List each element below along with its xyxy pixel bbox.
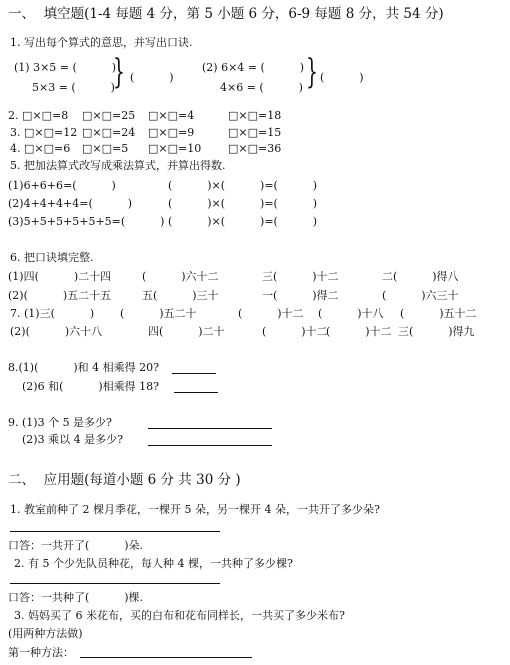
q5-heading: 5. 把加法算式改写成乘法算式，并算出得数. [10,159,226,172]
q6-r2-c3: 一( )得二 [262,289,339,302]
q1-expr-3: (2) 6×4 = ( ) [202,61,305,74]
q1-rhyme-2: ( ) [320,71,364,84]
q5-row-3-product: ( )×( )=( ) [168,215,318,228]
q7-r2-c1: (2)( )六十八 [10,325,103,338]
q1-heading: 1. 写出每个算式的意思，并写出口诀. [10,36,193,49]
q1-brace-2: } [306,52,318,92]
section-2-title: 二、 应用题(每道小题 6 分 共 30 分 ) [8,472,241,488]
q5-row-1-sum: (1)6+6+6=( ) [8,179,116,192]
q5-row-3-sum: (3)5+5+5+5+5+5=( ) [8,215,165,228]
q8-answer-line-1[interactable] [172,373,216,374]
q4-item-2: □×□=5 [82,142,129,155]
q6-r1-c2: ( )六十二 [142,270,219,283]
q7-r1-c3: ( )十二 [238,307,304,320]
q6-r1-c3: 三( )十二 [262,270,339,283]
section-1-title: 一、 填空题(1-4 每题 4 分，第 5 小题 6 分，6-9 每题 8 分，共 54 分) [8,6,444,22]
q6-r2-c1: (2)( )五二十五 [8,289,112,302]
q6-r1-c1: (1)四( )二十四 [8,270,112,283]
p3-question: 3. 妈妈买了 6 米花布，买的白布和花布同样长，一共买了多少米布? [14,609,345,622]
q9-answer-line-2[interactable] [148,445,272,446]
q7-r2-c5: 三( )得九 [398,325,475,338]
p1-answer: 口答：一共开了( )朵. [8,539,144,552]
q5-row-2-product: ( )×( )=( ) [168,197,318,210]
q3-item-1: 3. □×□=12 [10,126,78,139]
q6-r1-c4: 二( )得八 [382,270,459,283]
q7-r2-c2: 四( )二十 [148,325,225,338]
q4-item-4: □×□=36 [228,142,282,155]
q8-answer-line-2[interactable] [174,392,218,393]
q9-part-1: 9. (1)3 个 5 是多少? [8,416,112,429]
q5-row-2-sum: (2)4+4+4+4=( ) [8,197,132,210]
q2-item-4: □×□=18 [228,109,282,122]
q9-answer-line-1[interactable] [148,428,272,429]
p2-answer: 口答：一共种了( )棵. [8,591,144,604]
q3-item-4: □×□=15 [228,126,282,139]
q1-expr-1: (1) 3×5 = ( ) [14,61,117,74]
q8-part-1: 8.(1)( )和 4 相乘得 20? [8,361,160,374]
q9-part-2: (2)3 乘以 4 是多少? [22,433,123,446]
p3-method-1-label: 第一种方法： [8,646,74,659]
q7-r1-c5: ( )五十二 [400,307,477,320]
q6-r2-c2: 五( )三十 [142,289,219,302]
q3-item-3: □×□=9 [148,126,195,139]
q4-item-3: □×□=10 [148,142,202,155]
q4-item-1: 4. □×□=6 [10,142,71,155]
q7-r2-c4: ( )十二 [326,325,392,338]
q1-expr-2: 5×3 = ( ) [32,81,115,94]
p1-work-line[interactable] [10,531,220,532]
q6-heading: 6. 把口诀填完整. [10,251,94,264]
p2-question: 2. 有 5 个少先队员种花，每人种 4 棵，一共种了多少棵? [14,557,293,570]
q7-r1-c1: 7. (1)三( ) [10,307,95,320]
p3-note: (用两种方法做) [8,627,83,640]
q8-part-2: (2)6 和( )相乘得 18? [22,380,160,393]
q1-brace-1: } [113,52,125,92]
q7-r2-c3: ( )十二 [262,325,328,338]
q1-rhyme-1: ( ) [130,71,174,84]
q1-expr-4: 4×6 = ( ) [220,81,303,94]
q6-r2-c4: ( )六三十 [382,289,459,302]
q2-item-1: 2. □×□=8 [8,109,69,122]
q2-item-2: □×□=25 [82,109,136,122]
q7-r1-c2: ( )五二十 [120,307,197,320]
p2-work-line[interactable] [10,583,220,584]
p3-method-1-line[interactable] [80,657,252,658]
q5-row-1-product: ( )×( )=( ) [168,179,318,192]
q2-item-3: □×□=4 [148,109,195,122]
p1-question: 1. 教室前种了 2 棵月季花，一棵开 5 朵，另一棵开 4 朵，一共开了多少朵? [10,503,380,516]
q3-item-2: □×□=24 [82,126,136,139]
q7-r1-c4: ( )十八 [318,307,384,320]
